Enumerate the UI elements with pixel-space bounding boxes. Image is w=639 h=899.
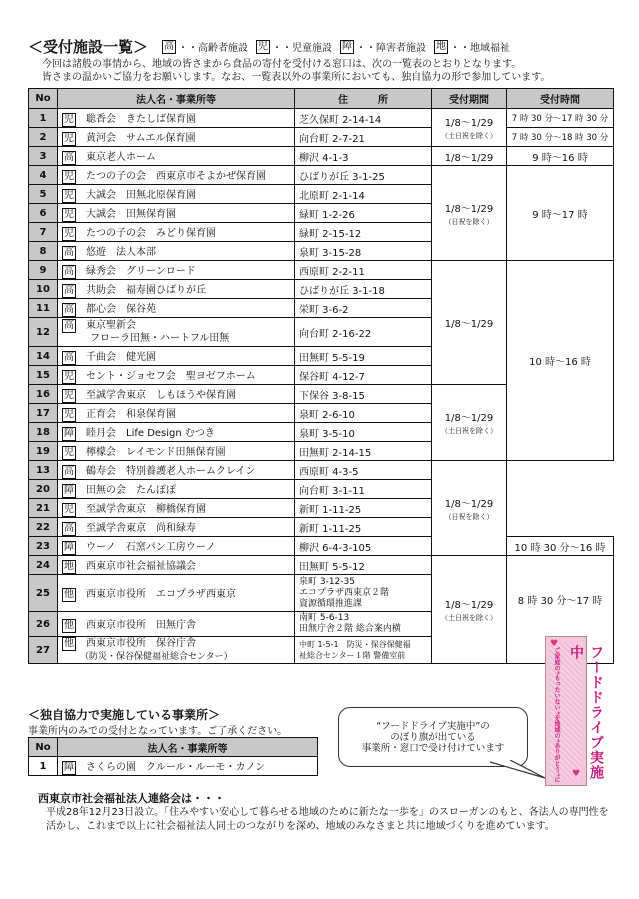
table-row: 16 児 至誠学舎東京 しもほうや保育園 下保谷 3-8-15 1/8～1/29 （土日祝を除く） bbox=[29, 385, 614, 404]
table-row: 26 他 西東京市役所 田無庁舎 南町 5-6-13 田無庁舎２階 総合案内横 bbox=[29, 612, 614, 637]
tag-icon: 児 bbox=[64, 208, 74, 220]
legend-child: 児 ・・児童施設 bbox=[258, 40, 333, 54]
period-cell: 1/8～1/29 （土日祝を除く） bbox=[432, 385, 507, 461]
table-row: 13 高 鶴寿会 特別養護老人ホームクレイン 西原町 4-3-5 1/8～1/29 （日祝を除く） bbox=[29, 461, 614, 480]
tag-icon: 児 bbox=[64, 189, 74, 201]
period-cell: 1/8～1/29 （土日祝を除く） bbox=[432, 556, 507, 664]
tag-icon-elderly: 高 bbox=[164, 40, 175, 52]
heart-icon: ♥ bbox=[572, 769, 581, 779]
table-row: 12 高 東京聖新会 フローラ田無・ハートフル田無 向台町 2-16-22 bbox=[29, 318, 614, 347]
tag-icon: 児 bbox=[64, 389, 74, 401]
tag-icon-disability: 障 bbox=[342, 40, 353, 52]
tag-icon: 高 bbox=[64, 284, 74, 296]
table-row: 27 他 西東京市役所 保谷庁舎 （防災・保谷保健福祉総合センター） 中町 1-5-1 防災・保谷保健福 祉総合センター１階 警備室前 bbox=[29, 637, 614, 664]
footer-title: 西東京市社会福祉法人連絡会は・・・ bbox=[38, 792, 225, 805]
table-row: 1 障 さくらの園 クルール・ルーモ・カノン bbox=[29, 757, 318, 776]
table-row: 17 児 正育会 和泉保育園 泉町 2-6-10 bbox=[29, 404, 614, 423]
banner-title: フードドライブ実施中 bbox=[568, 645, 604, 780]
tag-icon: 児 bbox=[64, 503, 74, 515]
table-row: 21 児 至誠学舎東京 柳橋保育園 新町 1-11-25 bbox=[29, 499, 614, 518]
table-row: 19 児 檸檬会 レイモンド田無保育園 田無町 2-14-15 bbox=[29, 442, 614, 461]
tag-icon: 児 bbox=[64, 408, 74, 420]
heart-icon: ♥ bbox=[550, 639, 559, 649]
table-row: 20 障 田無の会 たんぽぽ 向台町 3-1-11 bbox=[29, 480, 614, 499]
tag-icon-child: 児 bbox=[258, 40, 269, 52]
table-row: 22 高 至誠学舎東京 尚和緑寿 新町 1-11-25 bbox=[29, 518, 614, 537]
tag-icon: 地 bbox=[64, 560, 74, 572]
tag-icon: 高 bbox=[64, 265, 74, 277]
table-row: 23 障 ウーノ 石窯パン工房ウーノ 柳沢 6-4-3-105 10 時 30 分～16 時 bbox=[29, 537, 614, 556]
tag-icon: 児 bbox=[64, 113, 74, 125]
tag-icon: 他 bbox=[64, 588, 74, 600]
tag-icon: 児 bbox=[64, 446, 74, 458]
period-cell: 1/8～1/29 （日祝を除く） bbox=[432, 166, 507, 261]
period-cell: 1/8～1/29 （土日祝を除く） bbox=[432, 109, 507, 147]
table-row: 6 児 大誠会 田無保育園 緑町 1-2-26 bbox=[29, 204, 614, 223]
tag-icon: 児 bbox=[64, 370, 74, 382]
tag-icon: 障 bbox=[64, 761, 74, 773]
tag-icon: 高 bbox=[64, 303, 74, 315]
footer-text: 平成28年12月23日設立。「住みやすい安心して暮らせる地域のために新たな一歩を」のスローガンのもと、各法人の専門性を活かし、これまで以上に社会福祉法人同士のつながりを深め、地域のみなさまと共に地域づくりを進めています。 bbox=[46, 807, 609, 832]
independent-section-note: 事業所内のみでの受付となっています。ご了承ください。 bbox=[28, 726, 288, 737]
table-row: 10 高 共助会 福寿園ひばりが丘 ひばりが丘 3-1-18 bbox=[29, 280, 614, 299]
tag-icon: 障 bbox=[64, 427, 74, 439]
period-cell: 1/8～1/29 （日祝を除く） bbox=[432, 461, 507, 556]
page-title: ＜受付施設一覧＞ bbox=[28, 38, 149, 56]
title-row bbox=[28, 36, 518, 57]
banner-subtitle: ご家庭の“もったいない”を地域の“ありがとう”に bbox=[553, 647, 560, 783]
tag-icon: 他 bbox=[64, 619, 74, 631]
table-header: No 法人名・事業所等 住 所 受付期間 受付時間 bbox=[29, 89, 614, 109]
legend-elderly: 高 ・・高齢者施設 bbox=[164, 40, 249, 54]
table-row: 2 児 黄河会 サムエル保育園 向台町 2-7-21 7 時 30 分～18 時 30 分 bbox=[29, 128, 614, 147]
independent-table bbox=[28, 737, 318, 776]
tag-icon: 高 bbox=[64, 465, 74, 477]
food-drive-banner bbox=[545, 636, 604, 786]
table-row: 15 児 セント・ジョセフ会 聖ヨゼフホーム 保谷町 4-12-7 bbox=[29, 366, 614, 385]
table-row: 3 高 東京老人ホーム 柳沢 4-1-3 1/8～1/29 9 時～16 時 bbox=[29, 147, 614, 166]
table-row: 7 児 たつの子の会 みどり保育園 緑町 2-15-12 bbox=[29, 223, 614, 242]
tag-icon: 高 bbox=[64, 351, 74, 363]
tag-icon: 高 bbox=[64, 246, 74, 258]
table-row: 1 児 聡香会 きたしば保育園 芝久保町 2-14-14 1/8～1/29 （土日祝を除く） 7 時 30 分～17 時 30 分 bbox=[29, 109, 614, 128]
table-row: 5 児 大誠会 田無北原保育園 北原町 2-1-14 bbox=[29, 185, 614, 204]
table-row: 4 児 たつの子の会 西東京市そよかぜ保育園 ひばりが丘 3-1-25 1/8～1/29 （日祝を除く） 9 時～17 時 bbox=[29, 166, 614, 185]
table-row: 11 高 都心会 保谷苑 栄町 3-6-2 bbox=[29, 299, 614, 318]
facility-table bbox=[28, 88, 614, 664]
legend-disability: 障 ・・障害者施設 bbox=[342, 40, 427, 54]
table-row: 18 障 睦月会 Life Design むつき 泉町 3-5-10 bbox=[29, 423, 614, 442]
speech-bubble: “フードドライブ実施中”の のぼり旗が出ている 事業所・窓口で受け付けています bbox=[338, 707, 528, 767]
table-header: No 法人名・事業所等 bbox=[29, 738, 318, 757]
tag-icon: 高 bbox=[64, 320, 74, 331]
tag-icon: 児 bbox=[64, 132, 74, 144]
table-row: 9 高 緑秀会 グリーンロード 西原町 2-2-11 1/8～1/29 10 時～16 時 bbox=[29, 261, 614, 280]
tag-icon: 障 bbox=[64, 541, 74, 553]
bubble-tail-icon bbox=[490, 760, 550, 780]
intro-text: 今回は諸般の事情から、地域の皆さまから食品の寄付を受付ける窓口は、次の一覧表のとおりとなります。 皆さまの温かいご協力をお願いします。なお、一覧表以外の事業所においても、独自協力の形で参加しています。 bbox=[42, 59, 551, 83]
tag-icon: 高 bbox=[64, 151, 74, 163]
tag-icon: 障 bbox=[64, 484, 74, 496]
table-row: 8 高 悠遊 法人本部 泉町 3-15-28 bbox=[29, 242, 614, 261]
tag-icon: 高 bbox=[64, 522, 74, 534]
table-row: 25 他 西東京市役所 エコプラザ西東京 泉町 3-12-35 エコプラザ西東京２階 資源循環推進課 bbox=[29, 575, 614, 612]
tag-icon-community: 地 bbox=[436, 40, 447, 52]
tag-icon: 他 bbox=[64, 638, 74, 649]
table-row: 24 地 西東京市社会福祉協議会 田無町 5-5-12 1/8～1/29 （土日祝を除く） 8 時 30 分～17 時 bbox=[29, 556, 614, 575]
table-row: 14 高 千曲会 健光園 田無町 5-5-19 bbox=[29, 347, 614, 366]
tag-icon: 児 bbox=[64, 227, 74, 239]
legend-community: 地 ・・地域福祉 bbox=[436, 40, 511, 54]
tag-icon: 児 bbox=[64, 170, 74, 182]
independent-section-title: ＜独自協力で実施している事業所＞ bbox=[28, 708, 221, 722]
